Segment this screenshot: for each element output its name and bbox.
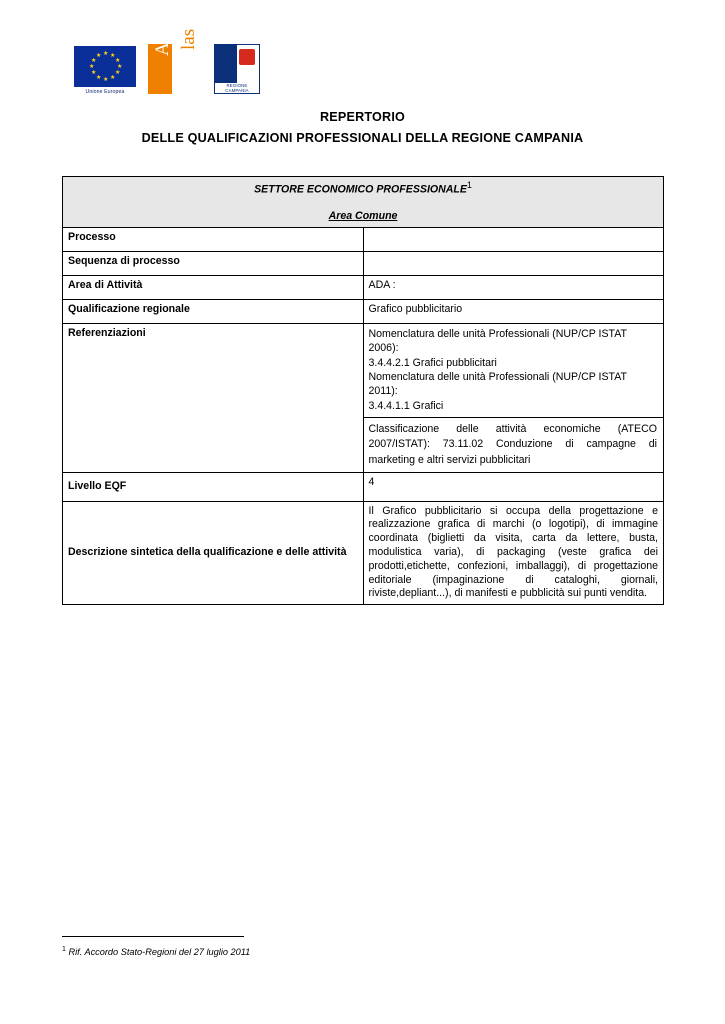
nup-2006-code: 3.4.4.2.1 Grafici pubblicitari <box>368 356 497 369</box>
eu-flag-icon: ★ ★ ★ ★ ★ ★ ★ ★ ★ ★ ★ ★ Unione Europea <box>74 46 136 87</box>
area-comune-label: Area Comune <box>328 210 398 223</box>
row-label-area-attivita: Area di Attività <box>63 276 364 300</box>
table-row-descrizione <box>63 501 664 604</box>
footnote-divider <box>62 936 244 937</box>
row-label-eqf: Livello EQF <box>63 472 364 501</box>
row-label-sequenza: Sequenza di processo <box>63 252 364 276</box>
row-value-referenziazioni <box>363 324 664 473</box>
arlas-text-ar: Ar <box>152 35 173 56</box>
table-row <box>63 252 664 276</box>
table-row <box>63 276 664 300</box>
row-label-processo: Processo <box>63 228 364 252</box>
qualification-table <box>62 176 664 605</box>
row-value-eqf: 4 <box>363 472 664 501</box>
row-label-referenziazioni: Referenziazioni <box>63 324 364 473</box>
logo-row <box>62 28 302 96</box>
table-row-eqf <box>63 472 664 501</box>
footnote-text: Rif. Accordo Stato-Regioni del 27 luglio 2011 <box>65 947 251 958</box>
sector-footnote-marker: 1 <box>466 180 472 190</box>
table-row <box>63 228 664 252</box>
nup-2011-code: 3.4.4.1.1 Grafici <box>368 399 444 412</box>
nup-2011-title: Nomenclatura delle unità Professionali (NUP/CP ISTAT 2011): <box>368 370 627 398</box>
table-row <box>63 300 664 324</box>
row-value-processo <box>363 228 664 252</box>
sector-header-cell <box>63 177 664 228</box>
row-label-qualificazione: Qualificazione regionale <box>63 300 364 324</box>
table-row-referenziazioni <box>63 324 664 473</box>
row-value-sequenza <box>363 252 664 276</box>
row-value-area-attivita: ADA : <box>363 276 664 300</box>
sector-label: SETTORE ECONOMICO PROFESSIONALE <box>254 183 467 196</box>
footnote <box>62 946 662 957</box>
row-value-descrizione: Il Grafico pubblicitario si occupa della progettazione e realizzazione grafica di marchi (o logotipi), di immagine coordinata (biglietti da visita, carta da lettere, busta, modulistica varia), di packaging (veste grafica dei prodotti,etichette, confezioni, imballaggi), di progettazione editoriale (impaginazione di cataloghi, giornali, riviste,depliant...), di manifesti e pubblicità sui punti vendita. <box>363 501 664 604</box>
eu-caption: Unione Europea <box>85 89 125 95</box>
footnote-marker: 1 <box>62 946 66 953</box>
arlas-logo <box>148 28 200 94</box>
page-subtitle: DELLE QUALIFICAZIONI PROFESSIONALI DELLA REGIONE CAMPANIA <box>141 131 584 145</box>
regione-campania-caption: REGIONE CAMPANIA <box>225 83 249 93</box>
nup-2006-title: Nomenclatura delle unità Professionali (NUP/CP ISTAT 2006): <box>368 328 627 355</box>
referenziazioni-block-nup <box>364 324 664 417</box>
table-row-header <box>63 177 664 228</box>
page-title: REPERTORIO <box>319 110 406 124</box>
regione-campania-logo <box>214 44 260 94</box>
arlas-text-las: las <box>178 28 199 50</box>
ateco-text: Classificazione delle attività economiche (ATECO 2007/ISTAT): 73.11.02 Conduzione di campagne di marketing e altri servizi pubblicitari <box>368 422 657 466</box>
row-value-qualificazione: Grafico pubblicitario <box>363 300 664 324</box>
row-label-descrizione: Descrizione sintetica della qualificazione e delle attività <box>63 501 364 604</box>
referenziazioni-block-ateco <box>364 417 664 472</box>
